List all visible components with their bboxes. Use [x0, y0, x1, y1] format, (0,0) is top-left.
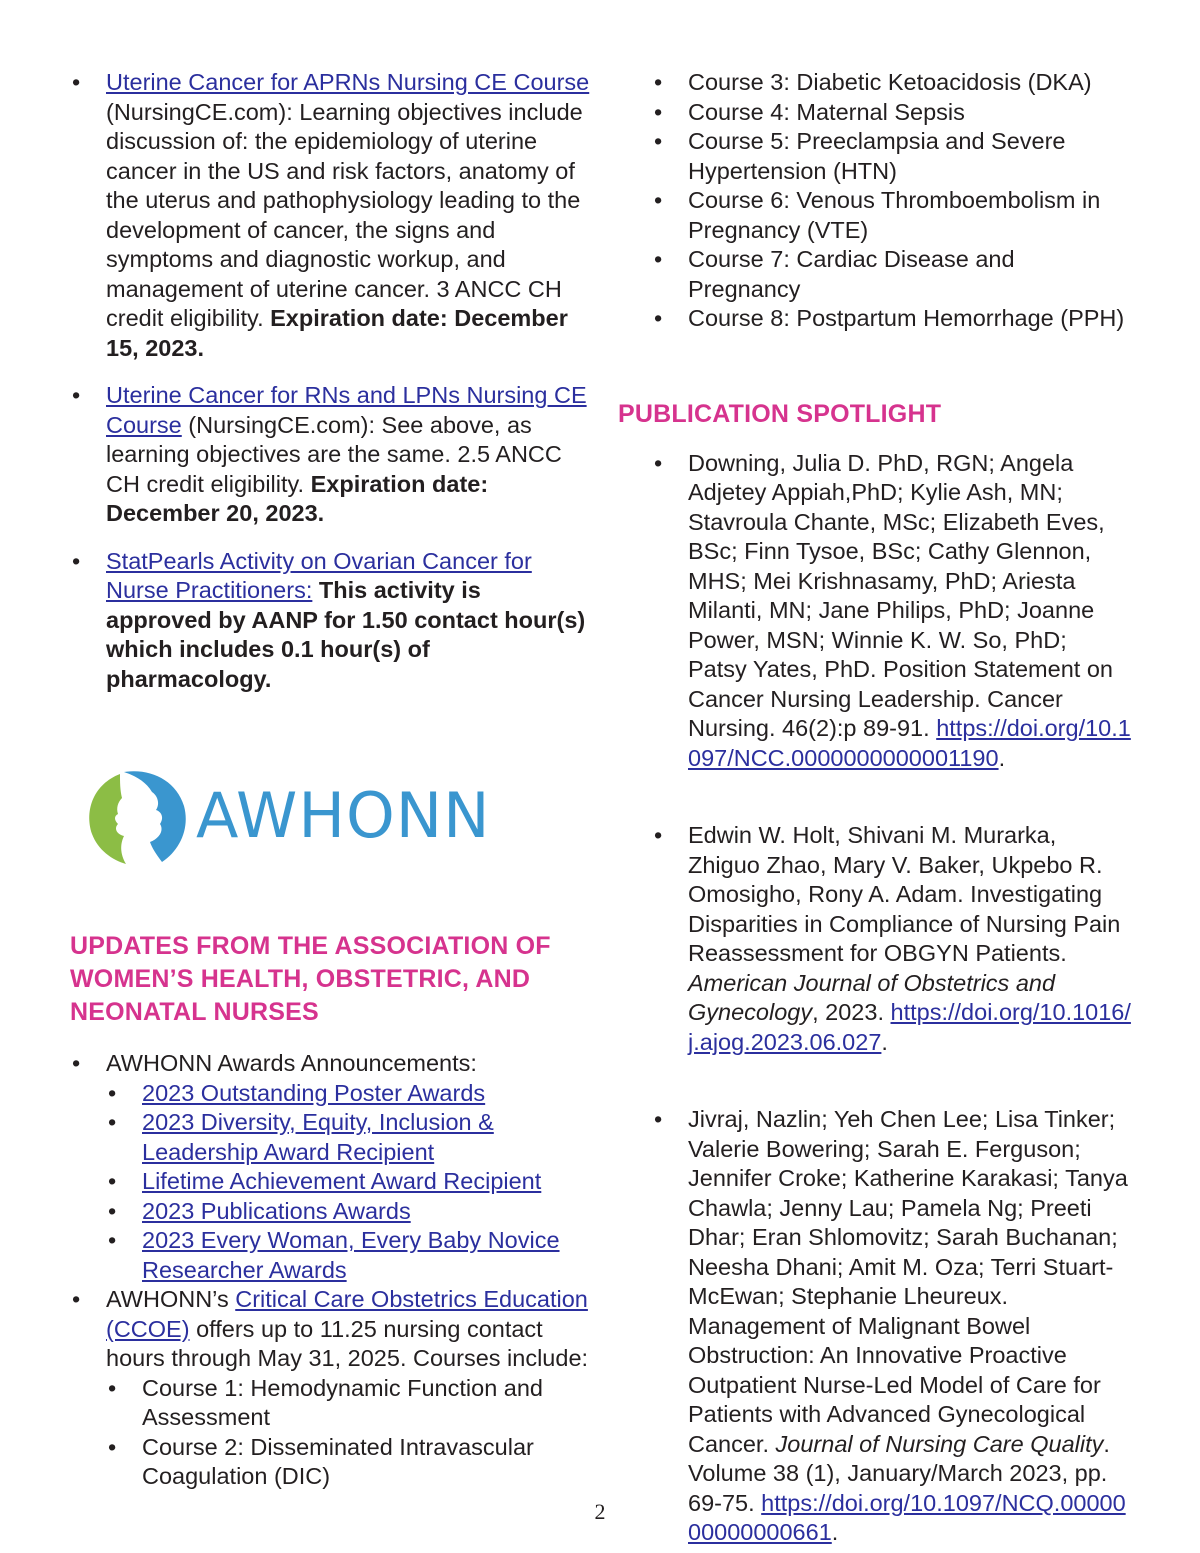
awards-list [106, 1079, 590, 1286]
awhonn-heading: UPDATES FROM THE ASSOCIATION OF WOMEN’S HEALTH, OBSTETRIC, AND NEONATAL NURSES [70, 932, 551, 1026]
publication-item [652, 449, 1132, 774]
publications-list [652, 449, 1132, 1548]
publication-item [652, 821, 1132, 1057]
award-item [106, 1197, 590, 1227]
uterine-rn-lpn-link[interactable]: Uterine Cancer for RNs and LPNs Nursing CE Course [106, 382, 587, 438]
course-item: • Course 6: Venous Thromboembolism in Pregnancy (VTE) [652, 186, 1132, 245]
publication-end: . [831, 1519, 839, 1545]
award-link-lifetime[interactable]: Lifetime Achievement Award Recipient [142, 1168, 542, 1194]
publication-item [652, 1105, 1132, 1548]
list-item [70, 381, 590, 529]
publication-after: , 2023. [812, 999, 891, 1025]
ccoe-list [70, 1285, 590, 1374]
award-link-publications[interactable]: 2023 Publications Awards [142, 1197, 411, 1224]
expiration-date: Expiration date: December 20, 2023. [106, 470, 489, 526]
award-item [106, 1079, 590, 1109]
left-column [70, 68, 590, 1492]
course-item: • Course 5: Preeclampsia and Severe Hypertension (HTN) [652, 127, 1132, 186]
courses-list-left [106, 1374, 590, 1492]
award-item [106, 1226, 590, 1285]
item-text: (NursingCE.com): See above, as learning objectives are the same. 2.5 ANCC CH credit eligibility. [106, 411, 562, 497]
awhonn-logo-text: AWHONN [196, 779, 491, 853]
course-item: • Course 4: Maternal Sepsis [652, 98, 1132, 128]
ccoe-link[interactable]: Critical Care Obstetrics Education (CCOE) [106, 1286, 588, 1342]
publication-journal: American Journal of Obstetrics and Gynecology [688, 969, 1056, 1025]
publication-end: . [998, 744, 1006, 771]
list-item [70, 547, 590, 695]
publication-journal: Journal of Nursing Care Quality [775, 1430, 1104, 1457]
course-item: • Course 8: Postpartum Hemorrhage (PPH) [652, 304, 1132, 334]
award-item [106, 1167, 590, 1197]
publication-end: . [881, 1028, 888, 1055]
list-item [70, 68, 590, 363]
award-item [106, 1108, 590, 1167]
list-item [70, 1049, 590, 1079]
course-list [70, 68, 590, 694]
publication-after: . Volume 38 (1), January/March 2023, pp. 69-75. [688, 1430, 1110, 1516]
publication-spotlight-heading: PUBLICATION SPOTLIGHT [618, 399, 942, 428]
publication-text: Edwin W. Holt, Shivani M. Murarka, Zhiguo Zhao, Mary V. Baker, Ukpebo R. Omosigho, Rony A. Adam. Investigating Disparities in Compliance of Nursing Pain Reassessment for OBGYN Patients. [688, 822, 1121, 966]
right-column [618, 68, 1132, 1548]
award-link-dei[interactable]: 2023 Diversity, Equity, Inclusion & Leadership Award Recipient [142, 1109, 494, 1165]
publication-text: Jivraj, Nazlin; Yeh Chen Lee; Lisa Tinker; Valerie Bowering; Sarah E. Ferguson; Jennifer Croke; Katherine Karakasi; Tanya Chawla; Jenny Lau; Pamela Ng; Preeti Dhar; Eran Shlomovitz; Sarah Buchanan; Neesha Dhani; Amit M. Oza; Terri Stuart-McEwan; Stephanie Lheureux. Management of Malignant Bowel Obstruction: An Innovative Proactive Outpatient Nurse-Led Model of Care for Patients with Advanced Gynecological Cancer. [688, 1106, 1128, 1457]
ccoe-suffix: offers up to 11.25 nursing contact hours through May 31, 2025. Courses include: [106, 1315, 589, 1371]
uterine-aprn-link[interactable]: Uterine Cancer for APRNs Nursing CE Course [106, 69, 590, 95]
item-text: (NursingCE.com): Learning objectives include discussion of: the epidemiology of uterine cancer in the US and risk factors, anatomy of the uterus and pathophysiology leading to the development of cancer, the signs and symptoms and diagnostic workup, and management of uterine cancer. 3 ANCC CH credit eligibility. [106, 98, 583, 331]
award-link-poster[interactable]: 2023 Outstanding Poster Awards [142, 1079, 486, 1106]
publication-text: Downing, Julia D. PhD, RGN; Angela Adjetey Appiah,PhD; Kylie Ash, MN; Stavroula Chante, MSc; Elizabeth Eves, BSc; Finn Tysoe, BSc; Cathy Glennon, MHS; Mei Krishnasamy, PhD; Ariesta Milanti, MN; Jane Philips, PhD; Joanne Power, MSN; Winnie K. W. So, PhD; Patsy Yates, PhD. Position Statement on Cancer Nursing Leadership. Cancer Nursing. 46(2):p 89-91. [688, 449, 1113, 741]
courses-list-right [652, 68, 1132, 334]
awhonn-logo [80, 766, 590, 866]
page-number: 2 [594, 1499, 606, 1524]
statpearls-link[interactable]: StatPearls Activity on Ovarian Cancer for Nurse Practitioners: [106, 547, 532, 603]
publication-doi-link[interactable]: https://doi.org/10.1097/NCC.0000000000001190 [688, 715, 1131, 771]
ccoe-prefix: AWHONN’s [106, 1286, 236, 1312]
awards-intro: AWHONN Awards Announcements: [106, 1050, 477, 1076]
approval-text: This activity is approved by AANP for 1.50 contact hour(s) which includes 0.1 hour(s) of pharmacology. [106, 577, 586, 692]
course-item: • Course 1: Hemodynamic Function and Assessment [106, 1374, 590, 1433]
expiration-date: Expiration date: December 15, 2023. [106, 305, 568, 361]
awhonn-list [70, 1049, 590, 1079]
publication-doi-link[interactable]: https://doi.org/10.1097/NCQ.0000000000000661 [688, 1489, 1126, 1545]
course-item: • Course 2: Disseminated Intravascular Coagulation (DIC) [106, 1433, 590, 1492]
list-item [70, 1285, 590, 1374]
course-item: • Course 3: Diabetic Ketoacidosis (DKA) [652, 68, 1132, 98]
awhonn-faces-icon [80, 766, 188, 866]
publication-doi-link[interactable]: https://doi.org/10.1016/j.ajog.2023.06.027 [688, 999, 1131, 1055]
course-item: • Course 7: Cardiac Disease and Pregnancy [652, 245, 1132, 304]
award-link-novice[interactable]: 2023 Every Woman, Every Baby Novice Researcher Awards [142, 1227, 560, 1283]
